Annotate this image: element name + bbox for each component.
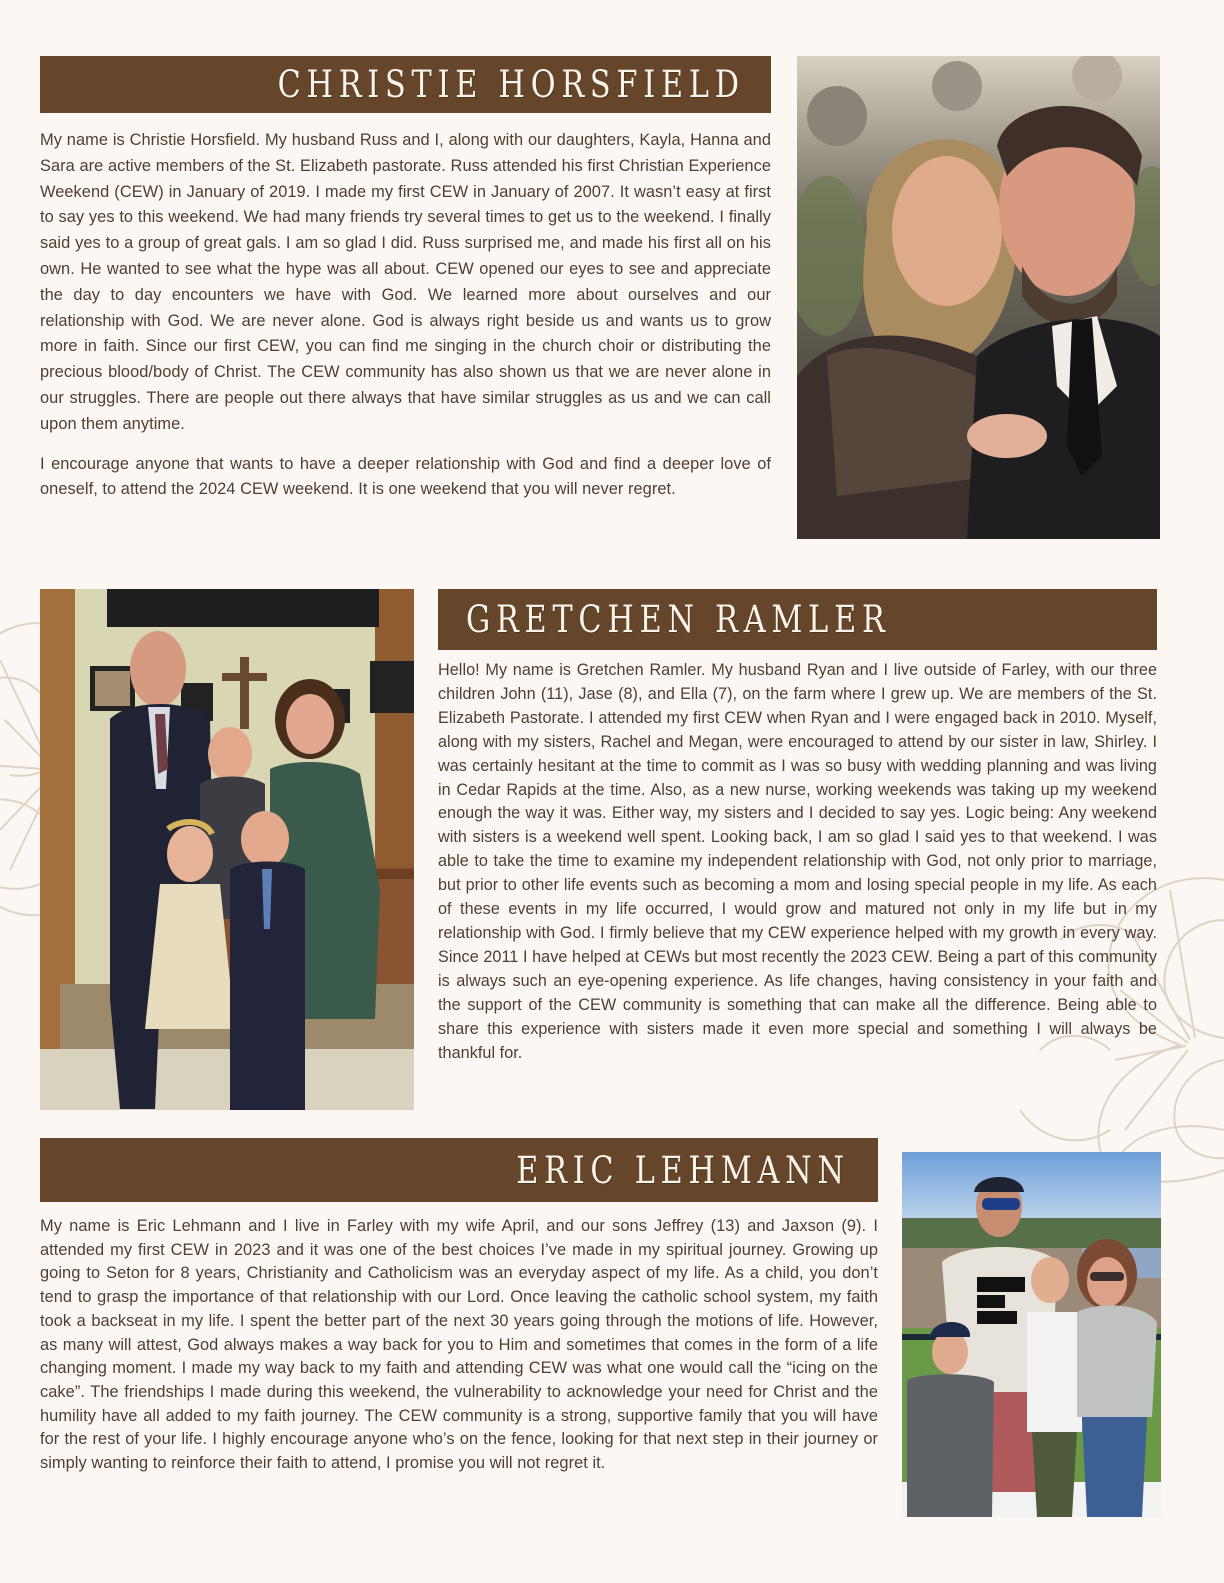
profile-bio bbox=[40, 1215, 878, 1476]
profile-name-heading bbox=[438, 589, 1157, 650]
profile-name-text: GRETCHEN RAMLER bbox=[466, 598, 891, 641]
profile-bio bbox=[40, 128, 771, 503]
profile-photo bbox=[797, 56, 1160, 539]
profile-photo bbox=[902, 1152, 1161, 1517]
bio-paragraph: My name is Christie Horsfield. My husband Russ and I, along with our daughters, Kayla, Hanna and Sara are active members of the St. Elizabeth pastorate. Russ attended his first Christian Experience Weekend (CEW) in January of 2019. I made my first CEW in January of 2007. It wasn’t easy at first to say yes to this weekend. We had many friends try several times to get us to the weekend. I finally said yes to a group of great gals. I am so glad I did. Russ surprised me, and made his first all on his own. He wanted to see what the hype was all about. CEW opened our eyes to see and appreciate the day to day encounters we have with God. We learned more about ourselves and our relationship with God. We are never alone. God is always right beside us and wants us to grow more in faith. Since our first CEW, you can find me singing in the church choir or distributing the precious blood/body of Christ. The CEW community has also shown us that we are never alone in our struggles. There are people out there always that have similar struggles as us and we can call upon them anytime. bbox=[40, 131, 771, 433]
profile-name-heading bbox=[40, 1138, 878, 1202]
bio-paragraph: I encourage anyone that wants to have a deeper relationship with God and find a deeper love of oneself, to attend the 2024 CEW weekend. It is one weekend that you will never regret. bbox=[40, 454, 771, 499]
family-photo-icon bbox=[40, 589, 414, 1110]
family-outdoor-photo-icon bbox=[902, 1152, 1161, 1517]
profile-bio bbox=[438, 659, 1157, 1065]
profile-name-text: CHRISTIE HORSFIELD bbox=[277, 63, 745, 106]
bio-paragraph: Hello! My name is Gretchen Ramler. My husband Ryan and I live outside of Farley, with our three children John (11), Jase (8), and Ella (7), on the farm where I grew up. We are members of the St. Elizabeth Pastorate. I attended my first CEW when Ryan and I were engaged back in 2010. Myself, along with my sisters, Rachel and Megan, were encouraged to attend by our sister in law, Shirley. I was certainly hesitant at the time to commit as I was so busy with wedding planning and was living in Cedar Rapids at the time. Also, as a new nurse, working weekends was taking up my weekend enough the way it was. Either way, my sisters and I decided to say yes. Logic being: Any weekend with sisters is a weekend well spent. Looking back, I am so glad I said yes to that weekend. I was able to take the time to examine my independent relationship with God, not only prior to marriage, but prior to other life events such as becoming a mom and losing special people in my life. As each of these events in my life occurred, I would grow and matured not only in my life but in my relationship with God. I firmly believe that my CEW experience helped with my growth in every way. Since 2011 I have helped at CEWs but most recently the 2023 CEW. Being a part of this community is always such an eye-opening experience. As life changes, having consistency in your faith and the support of the CEW community is something that can make all the difference. Being able to share this experience with sisters made it even more special and something I will always be thankful for. bbox=[438, 661, 1157, 1062]
profile-name-text: ERIC LEHMANN bbox=[516, 1148, 850, 1192]
bio-paragraph: My name is Eric Lehmann and I live in Farley with my wife April, and our sons Jeffrey (13) and Jaxson (9). I attended my first CEW in 2023 and it was one of the best choices I’ve made in my spiritual journey. Growing up going to Seton for 8 years, Christianity and Catholicism was an everyday aspect of my life. As a child, you don’t tend to grasp the importance of that relationship with our Lord. Once leaving the catholic school system, my faith took a backseat in my life. I spent the better part of the next 30 years going through the motions of life. However, as many will attest, God always makes a way back for you to Him and sometimes that comes in the form of a life changing moment. I made my way back to my faith and attending CEW was what one would call the “icing on the cake”. The friendships I made during this weekend, the vulnerability to acknowledge your need for Christ and the humility have all added to my faith journey. The CEW community is a strong, supportive family that you will have for the rest of your life. I highly encourage anyone who’s on the fence, looking for that next step in their journey or simply wanting to reinforce their faith to attend, I promise you will not regret it. bbox=[40, 1217, 878, 1473]
couple-photo-icon bbox=[797, 56, 1160, 539]
profile-name-heading bbox=[40, 56, 771, 113]
profile-photo bbox=[40, 589, 414, 1110]
